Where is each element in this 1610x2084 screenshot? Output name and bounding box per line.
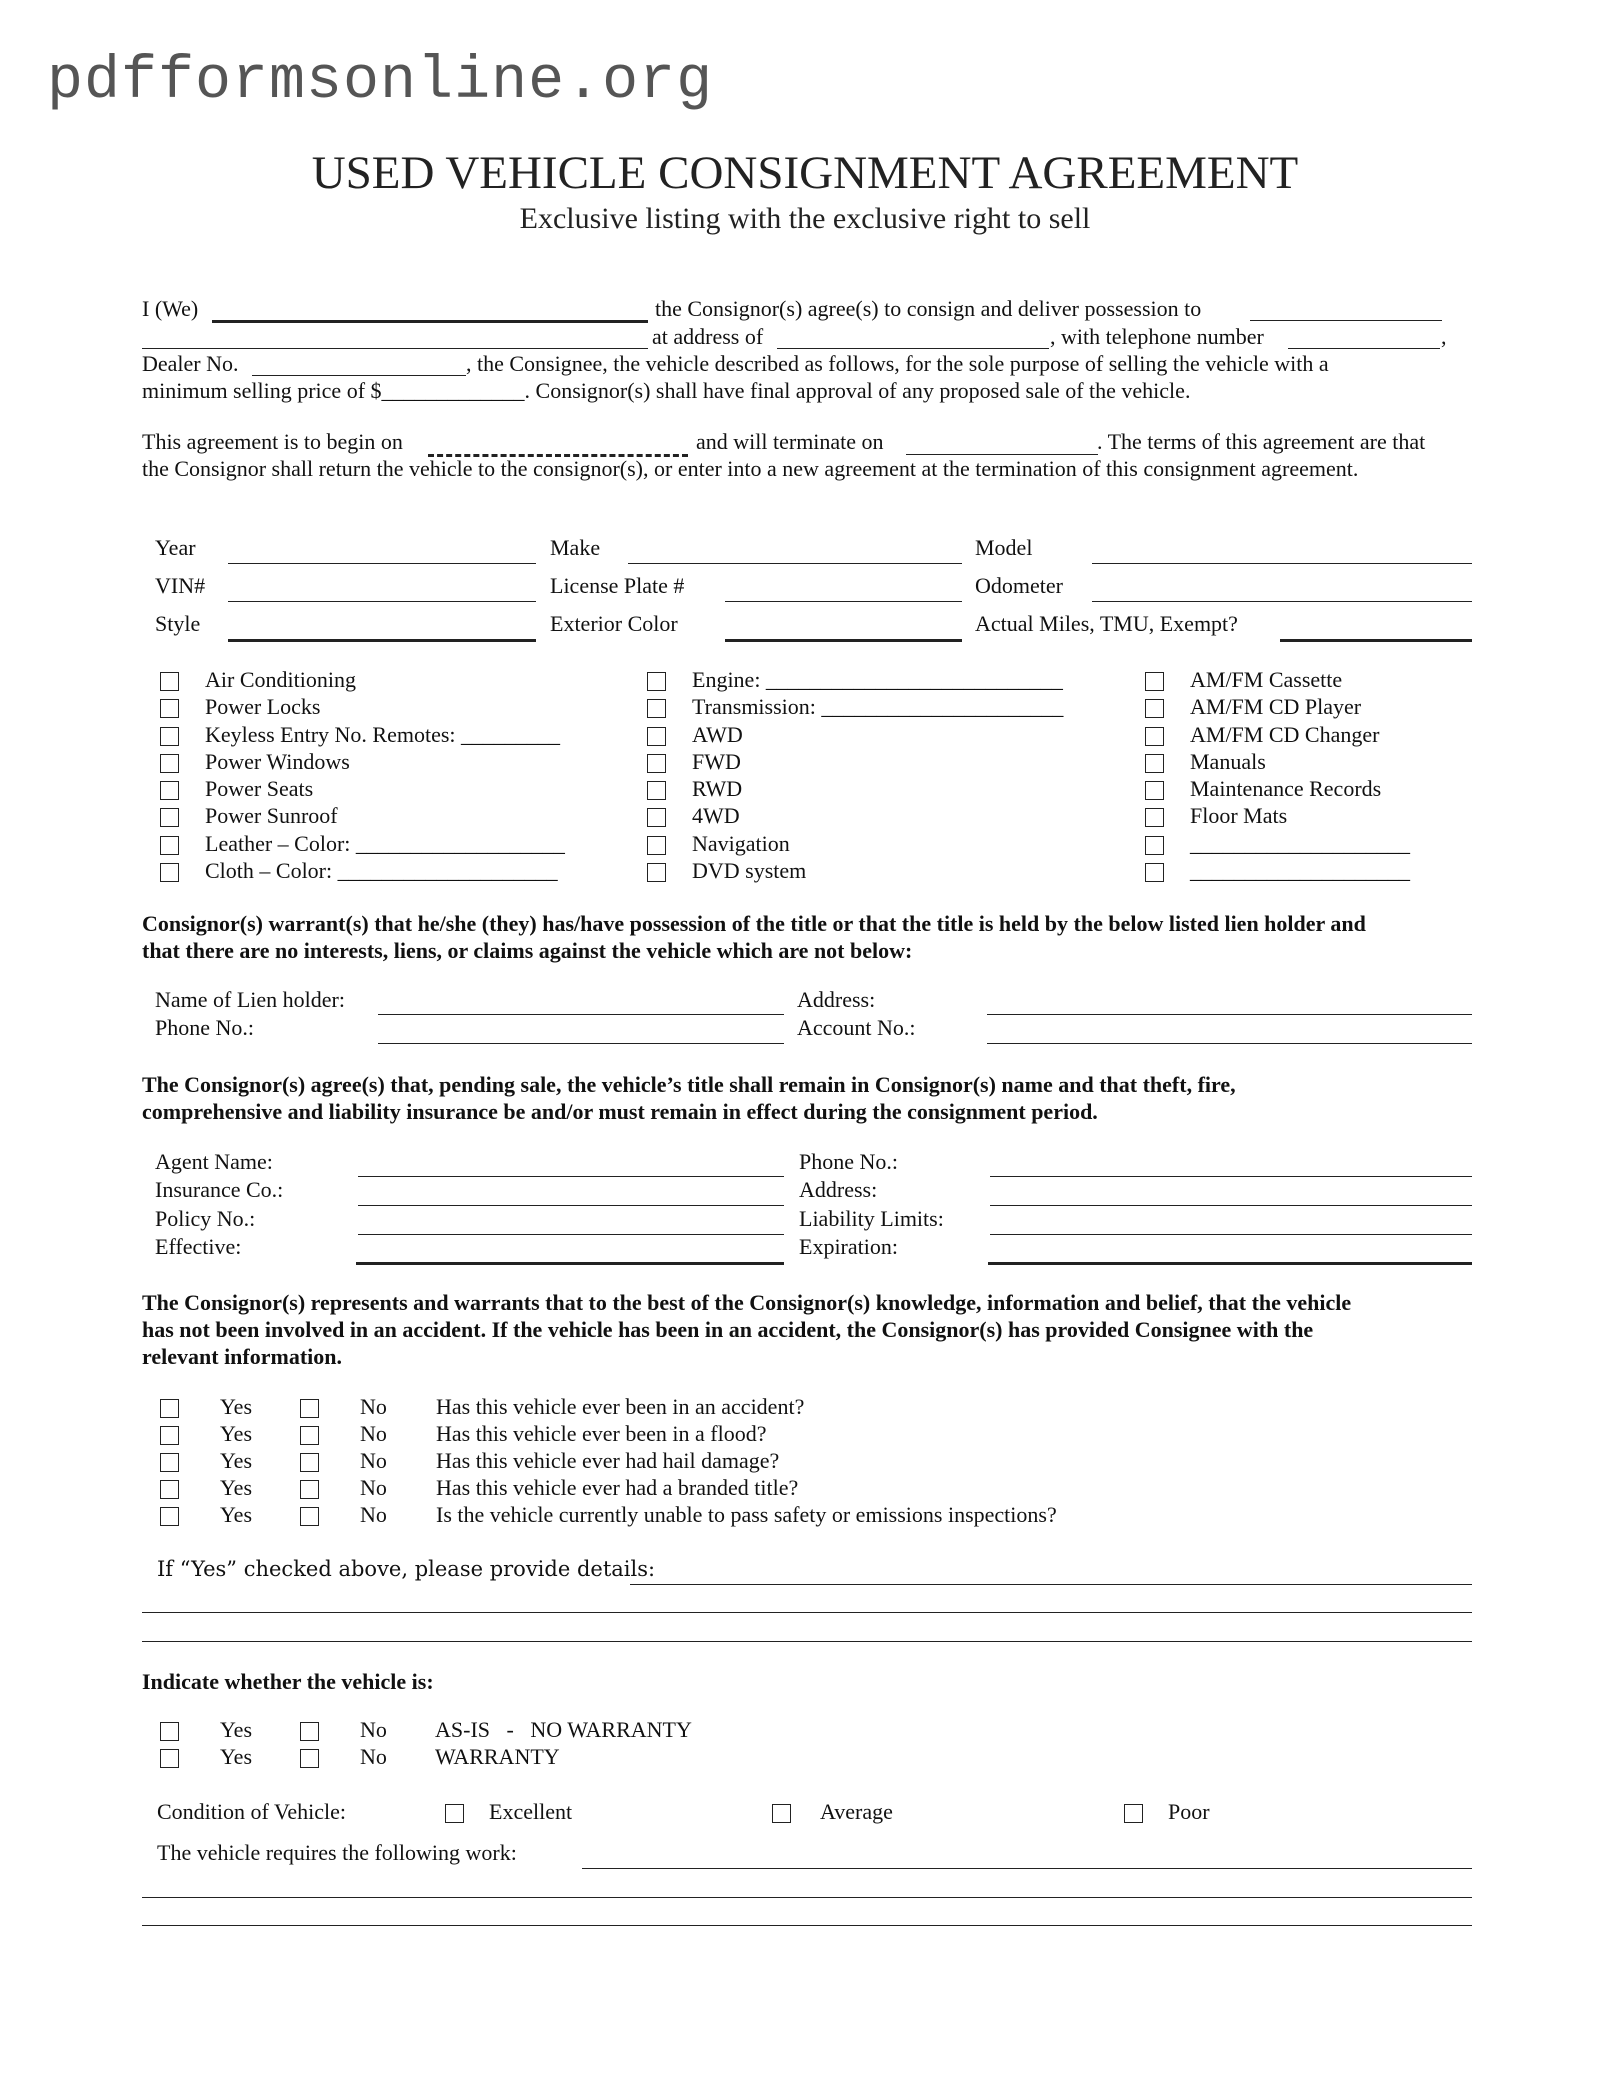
terminate-date-field[interactable] — [906, 454, 1098, 455]
feature-label: Power Seats — [205, 776, 314, 801]
miles-field[interactable] — [1280, 639, 1472, 642]
checkbox-am-fm-cd-changer[interactable] — [1145, 727, 1164, 746]
checkbox-am-fm-cassette[interactable] — [1145, 672, 1164, 691]
lien-phone-field[interactable] — [378, 1043, 784, 1044]
feature-label: Power Windows — [205, 749, 350, 774]
question-label: Has this vehicle ever been in an accident? — [436, 1394, 805, 1419]
checkbox-air-conditioning[interactable] — [160, 672, 179, 691]
liability-limits-field[interactable] — [990, 1234, 1472, 1235]
checkbox-hail-yes[interactable] — [160, 1453, 179, 1472]
insurance-phone-label: Phone No.: — [799, 1149, 898, 1174]
question-label: Is the vehicle currently unable to pass safety or emissions inspections? — [436, 1502, 1057, 1527]
checkbox-poor[interactable] — [1124, 1804, 1143, 1823]
effective-label: Effective: — [155, 1234, 242, 1259]
poor-label: Poor — [1168, 1799, 1210, 1824]
no-label: No — [360, 1717, 387, 1742]
details-field-2[interactable] — [142, 1612, 1472, 1613]
yes-label: Yes — [220, 1744, 253, 1769]
yes-label: Yes — [220, 1502, 253, 1527]
feature-label: Navigation — [692, 831, 790, 856]
checkbox-accident-yes[interactable] — [160, 1399, 179, 1418]
feature-label: AM/FM Cassette — [1190, 667, 1343, 692]
checkbox-flood-yes[interactable] — [160, 1426, 179, 1445]
feature-label: AM/FM CD Changer — [1190, 722, 1380, 747]
checkbox-as-is-no[interactable] — [300, 1722, 319, 1741]
checkbox-warranty-yes[interactable] — [160, 1749, 179, 1768]
feature-label: 4WD — [692, 803, 740, 828]
yes-label: Yes — [220, 1394, 253, 1419]
checkbox-transmission[interactable] — [647, 699, 666, 718]
checkbox-rwd[interactable] — [647, 781, 666, 800]
liability-limits-label: Liability Limits: — [799, 1206, 944, 1231]
insurance-company-label: Insurance Co.: — [155, 1177, 284, 1202]
expiration-label: Expiration: — [799, 1234, 898, 1259]
intro-consign-text: the Consignor(s) agree(s) to consign and deliver possession to — [655, 296, 1202, 321]
accident-text-3: relevant information. — [142, 1344, 343, 1369]
exterior-color-label: Exterior Color — [550, 611, 678, 636]
no-label: No — [360, 1421, 387, 1446]
as-is-label: AS-IS - NO WARRANTY — [435, 1717, 692, 1742]
lien-account-label: Account No.: — [797, 1015, 916, 1040]
exterior-color-field[interactable] — [725, 639, 962, 642]
style-field[interactable] — [228, 639, 536, 642]
checkbox-power-windows[interactable] — [160, 754, 179, 773]
details-field-1[interactable] — [630, 1584, 1472, 1585]
no-label: No — [360, 1744, 387, 1769]
average-label: Average — [820, 1799, 893, 1824]
odometer-field[interactable] — [1092, 601, 1472, 602]
checkbox-fwd[interactable] — [647, 754, 666, 773]
checkbox-accident-no[interactable] — [300, 1399, 319, 1418]
feature-label: Power Locks — [205, 694, 321, 719]
checkbox-average[interactable] — [772, 1804, 791, 1823]
watermark: pdfformsonline.org — [47, 48, 714, 116]
consignee-address-field[interactable] — [777, 348, 1049, 349]
checkbox-inspection-yes[interactable] — [160, 1507, 179, 1526]
checkbox-excellent[interactable] — [445, 1804, 464, 1823]
expiration-date-field[interactable] — [988, 1262, 1472, 1265]
question-label: Has this vehicle ever had a branded title? — [436, 1475, 799, 1500]
question-label: Has this vehicle ever been in a flood? — [436, 1421, 767, 1446]
checkbox-leather[interactable] — [160, 836, 179, 855]
lien-warrant-text-2: that there are no interests, liens, or claims against the vehicle which are not below: — [142, 938, 913, 963]
accident-text-1: The Consignor(s) represents and warrants that to the best of the Consignor(s) knowledge, information and belief, that the vehicle — [142, 1290, 1352, 1315]
feature-label: ____________________ — [1190, 831, 1410, 856]
work-required-field-3[interactable] — [142, 1925, 1472, 1926]
work-required-label: The vehicle requires the following work: — [157, 1840, 517, 1865]
feature-label: Air Conditioning — [205, 667, 356, 692]
insurance-address-field[interactable] — [990, 1205, 1472, 1206]
insurance-phone-field[interactable] — [990, 1176, 1472, 1177]
feature-label: ____________________ — [1190, 858, 1410, 883]
model-label: Model — [975, 535, 1033, 560]
details-label: If “Yes” checked above, please provide details: — [157, 1557, 656, 1581]
consignee-name-field-2[interactable] — [142, 348, 648, 349]
checkbox-branded-yes[interactable] — [160, 1480, 179, 1499]
yes-label: Yes — [220, 1421, 253, 1446]
work-required-field-2[interactable] — [142, 1897, 1472, 1898]
agent-name-field[interactable] — [358, 1176, 784, 1177]
checkbox-hail-no[interactable] — [300, 1453, 319, 1472]
feature-label: Manuals — [1190, 749, 1266, 774]
page-title: USED VEHICLE CONSIGNMENT AGREEMENT — [311, 147, 1299, 199]
comma: , — [1441, 324, 1447, 349]
intro-telephone-label: , with telephone number — [1050, 324, 1264, 349]
feature-label: Transmission: ______________________ — [692, 694, 1064, 719]
checkbox-branded-no[interactable] — [300, 1480, 319, 1499]
no-label: No — [360, 1502, 387, 1527]
page-subtitle: Exclusive listing with the exclusive right to sell — [519, 202, 1091, 235]
checkbox-power-sunroof[interactable] — [160, 808, 179, 827]
yes-label: Yes — [220, 1448, 253, 1473]
lien-address-label: Address: — [797, 987, 876, 1012]
vin-label: VIN# — [155, 573, 206, 598]
checkbox-floor-mats[interactable] — [1145, 808, 1164, 827]
warranty-heading: Indicate whether the vehicle is: — [142, 1669, 434, 1694]
insurance-text-2: comprehensive and liability insurance be and/or must remain in effect during the consignment period. — [142, 1099, 1098, 1124]
checkbox-as-is-yes[interactable] — [160, 1722, 179, 1741]
intro-dealer-label: Dealer No. — [142, 351, 239, 376]
yes-label: Yes — [220, 1475, 253, 1500]
year-label: Year — [155, 535, 196, 560]
agreement-terminate-label: and will terminate on — [696, 429, 884, 454]
model-field[interactable] — [1092, 563, 1472, 564]
plate-field[interactable] — [725, 601, 962, 602]
checkbox-awd[interactable] — [647, 727, 666, 746]
work-required-field-1[interactable] — [582, 1868, 1472, 1869]
lien-holder-name-label: Name of Lien holder: — [155, 987, 345, 1012]
lien-address-field[interactable] — [987, 1014, 1472, 1015]
feature-label: AWD — [692, 722, 743, 747]
feature-label: Power Sunroof — [205, 803, 338, 828]
checkbox-other-2[interactable] — [1145, 863, 1164, 882]
checkbox-cloth[interactable] — [160, 863, 179, 882]
checkbox-inspection-no[interactable] — [300, 1507, 319, 1526]
feature-label: Keyless Entry No. Remotes: _________ — [205, 722, 561, 747]
agent-name-label: Agent Name: — [155, 1149, 273, 1174]
checkbox-other-1[interactable] — [1145, 836, 1164, 855]
checkbox-manuals[interactable] — [1145, 754, 1164, 773]
insurance-text-1: The Consignor(s) agree(s) that, pending sale, the vehicle’s title shall remain in Consignor(s) name and that theft, fire, — [142, 1072, 1236, 1097]
make-field[interactable] — [628, 563, 962, 564]
checkbox-warranty-no[interactable] — [300, 1749, 319, 1768]
intro-i-we: I (We) — [142, 296, 199, 321]
consignor-name-field[interactable] — [212, 320, 648, 323]
year-field[interactable] — [228, 563, 536, 564]
dealer-number-field[interactable] — [252, 375, 466, 376]
lien-phone-label: Phone No.: — [155, 1015, 254, 1040]
insurance-company-field[interactable] — [358, 1205, 784, 1206]
checkbox-maintenance-records[interactable] — [1145, 781, 1164, 800]
checkbox-am-fm-cd-player[interactable] — [1145, 699, 1164, 718]
checkbox-power-seats[interactable] — [160, 781, 179, 800]
accident-text-2: has not been involved in an accident. If the vehicle has been in an accident, the Consignor(s) has provided Consignee with the — [142, 1317, 1314, 1342]
effective-date-field[interactable] — [356, 1262, 784, 1265]
insurance-address-label: Address: — [799, 1177, 878, 1202]
intro-min-price-text: minimum selling price of $_____________. Consignor(s) shall have final approval of any proposed sale of the vehicle. — [142, 378, 1191, 403]
agreement-return-text: the Consignor shall return the vehicle to the consignor(s), or enter into a new agreement at the termination of this consignment agreement. — [142, 456, 1359, 481]
details-field-3[interactable] — [142, 1641, 1472, 1642]
question-label: Has this vehicle ever had hail damage? — [436, 1448, 780, 1473]
style-label: Style — [155, 611, 201, 636]
checkbox-engine[interactable] — [647, 672, 666, 691]
feature-label: Leather – Color: ___________________ — [205, 831, 565, 856]
consignee-name-field[interactable] — [1250, 320, 1442, 321]
feature-label: Engine: ___________________________ — [692, 667, 1063, 692]
make-label: Make — [550, 535, 601, 560]
policy-number-field[interactable] — [358, 1234, 784, 1235]
lien-warrant-text-1: Consignor(s) warrant(s) that he/she (they) has/have possession of the title or that the title is held by the below listed lien holder and — [142, 911, 1366, 936]
feature-label: Floor Mats — [1190, 803, 1288, 828]
checkbox-4wd[interactable] — [647, 808, 666, 827]
condition-label: Condition of Vehicle: — [157, 1799, 347, 1824]
odometer-label: Odometer — [975, 573, 1063, 598]
yes-label: Yes — [220, 1717, 253, 1742]
no-label: No — [360, 1475, 387, 1500]
feature-label: Cloth – Color: ____________________ — [205, 858, 558, 883]
miles-label: Actual Miles, TMU, Exempt? — [975, 611, 1238, 636]
feature-label: FWD — [692, 749, 741, 774]
intro-consignee-text: , the Consignee, the vehicle described as follows, for the sole purpose of selling the vehicle with a — [466, 351, 1329, 376]
consignee-phone-field[interactable] — [1288, 348, 1440, 349]
checkbox-keyless-entry[interactable] — [160, 727, 179, 746]
checkbox-navigation[interactable] — [647, 836, 666, 855]
vin-field[interactable] — [228, 601, 536, 602]
feature-label: DVD system — [692, 858, 807, 883]
intro-address-label: at address of — [652, 324, 764, 349]
no-label: No — [360, 1394, 387, 1419]
policy-number-label: Policy No.: — [155, 1206, 256, 1231]
warranty-label: WARRANTY — [435, 1744, 560, 1769]
lien-holder-name-field[interactable] — [378, 1014, 784, 1015]
no-label: No — [360, 1448, 387, 1473]
feature-label: RWD — [692, 776, 743, 801]
excellent-label: Excellent — [489, 1799, 573, 1824]
lien-account-field[interactable] — [987, 1043, 1472, 1044]
feature-label: AM/FM CD Player — [1190, 694, 1362, 719]
checkbox-dvd-system[interactable] — [647, 863, 666, 882]
agreement-terms-text: . The terms of this agreement are that — [1097, 429, 1426, 454]
feature-label: Maintenance Records — [1190, 776, 1382, 801]
plate-label: License Plate # — [550, 573, 685, 598]
checkbox-flood-no[interactable] — [300, 1426, 319, 1445]
checkbox-power-locks[interactable] — [160, 699, 179, 718]
agreement-begin-label: This agreement is to begin on — [142, 429, 403, 454]
